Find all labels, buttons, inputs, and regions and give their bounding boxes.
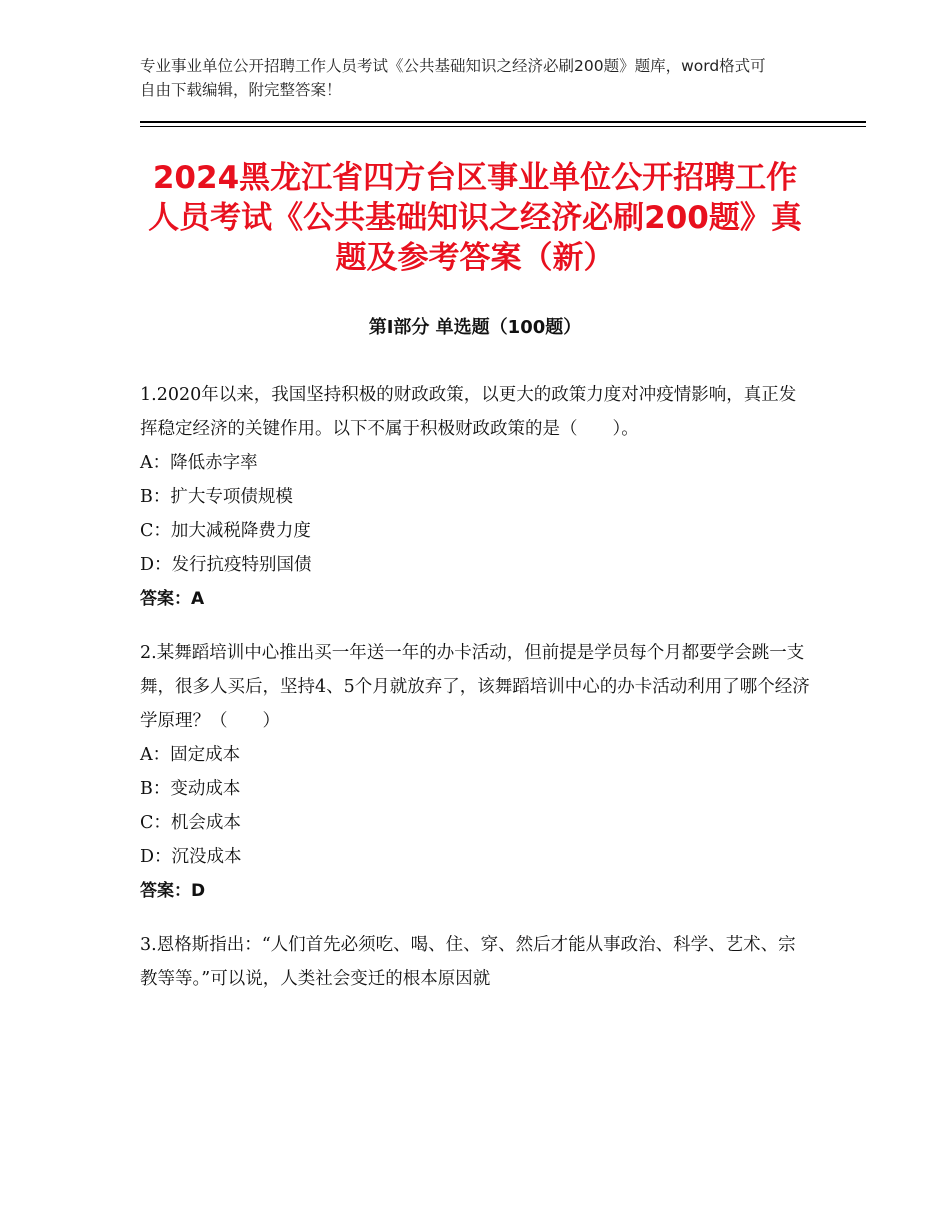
header-rule-thick [140, 121, 866, 123]
question-stem: 2.某舞蹈培训中心推出买一年送一年的办卡活动，但前提是学员每个月都要学会跳一支舞，很多人买后，坚持4、5个月就放弃了，该舞蹈培训中心的办卡活动利用了哪个经济学原理？（ ） [140, 643, 810, 731]
option-c: C：机会成本 [140, 813, 241, 833]
option-c: C：加大减税降费力度 [140, 521, 311, 541]
answer: 答案：A [140, 589, 205, 609]
document-title: 2024黑龙江省四方台区事业单位公开招聘工作人员考试《公共基础知识之经济必刷200题》真题及参考答案（新） [148, 160, 802, 276]
question-3 [140, 928, 810, 996]
question-stem: 1.2020年以来，我国坚持积极的财政政策，以更大的政策力度对冲疫情影响，真正发挥稳定经济的关键作用。以下不属于积极财政政策的是（ ）。 [140, 385, 797, 439]
option-b: B：扩大专项债规模 [140, 487, 293, 507]
header-note: 专业事业单位公开招聘工作人员考试《公共基础知识之经济必刷200题》题库，word格式可自由下载编辑，附完整答案！ [140, 57, 766, 99]
question-2 [140, 636, 810, 908]
option-a: A：降低赤字率 [140, 453, 258, 473]
option-d: D：沉没成本 [140, 847, 242, 867]
answer: 答案：D [140, 881, 206, 901]
question-1 [140, 378, 810, 616]
question-list [140, 378, 810, 1016]
section-heading: 第Ⅰ部分 单选题（100题） [368, 317, 582, 338]
option-a: A：固定成本 [140, 745, 241, 765]
question-stem: 3.恩格斯指出：“人们首先必须吃、喝、住、穿、然后才能从事政治、科学、艺术、宗教等等。”可以说，人类社会变迁的根本原因就 [140, 935, 796, 989]
option-b: B：变动成本 [140, 779, 241, 799]
option-d: D：发行抗疫特别国债 [140, 555, 312, 575]
header-rule-thin [140, 126, 866, 127]
